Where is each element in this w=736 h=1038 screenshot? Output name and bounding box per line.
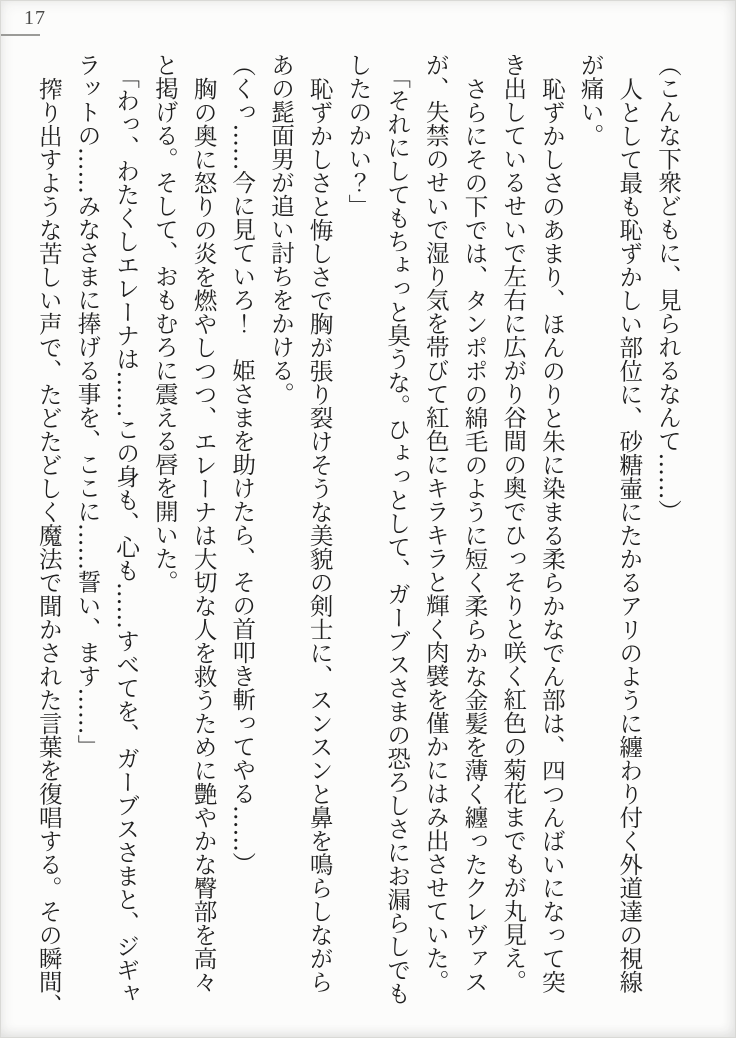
text-column: が痛い。 (576, 53, 605, 147)
text-column: 胸の奥に怒りの炎を燃やしつつ、エレーナは大切な人を救うために艶やかな臀部を高々 (189, 76, 218, 993)
text-column: 「それにしてもちょっと臭うな。ひょっとして、ガーブスさまの恐ろしさにお漏らしでも (383, 64, 412, 1005)
text-column: 恥ずかしさのあまり、ほんのりと朱に染まる柔らかなでん部は、四つんばいになって突 (537, 76, 566, 993)
text-column: あの髭面男が追い討ちをかける。 (266, 53, 295, 406)
text-column: き出しているせいで左右に広がり谷間の奥でひっそりと咲く紅色の菊花までもが丸見え。 (499, 53, 528, 993)
page-number-block (15, 7, 55, 30)
text-column: 搾り出すような苦しい声で、たどたどしく魔法で聞かされた言葉を復唱する。その瞬間、 (34, 76, 63, 1017)
text-column: と掲げる。そして、おもむろに震える唇を開いた。 (150, 53, 179, 594)
page-number: 17 (24, 7, 46, 29)
page-number-rule (1, 34, 40, 36)
vertical-text-block (29, 53, 687, 1017)
text-column: したのかい？」 (344, 53, 373, 218)
text-column: 恥ずかしさと悔しさで胸が張り裂けそうな美貌の剣士に、スンスンと鼻を鳴らしながら (305, 76, 334, 993)
text-column: ラットの……みなさまに捧げる事を、ここに……誓い、ます……」 (73, 53, 102, 758)
text-column: が、失禁のせいで湿り気を帯びて紅色にキラキラと輝く肉襞を僅かにはみ出させていた。 (421, 53, 450, 993)
text-column: さらにその下では、タンポポの綿毛のように短く柔らかな金髪を薄く纏ったクレヴァス (460, 76, 489, 993)
text-column: （くっ……今に見ていろ！ 姫さまを助けたら、その首叩き斬ってやる……） (228, 53, 257, 876)
text-column: 「わっ、わたくしエレーナは……この身も、心も……すべてを、ガーブスさまと、ジギャ (112, 64, 141, 1005)
text-column: 人として最も恥ずかしい部位に、砂糖壷にたかるアリのように纏わり付く外道達の視線 (615, 76, 644, 993)
text-column: （こんな下衆どもに、見られるなんて……） (654, 53, 682, 523)
